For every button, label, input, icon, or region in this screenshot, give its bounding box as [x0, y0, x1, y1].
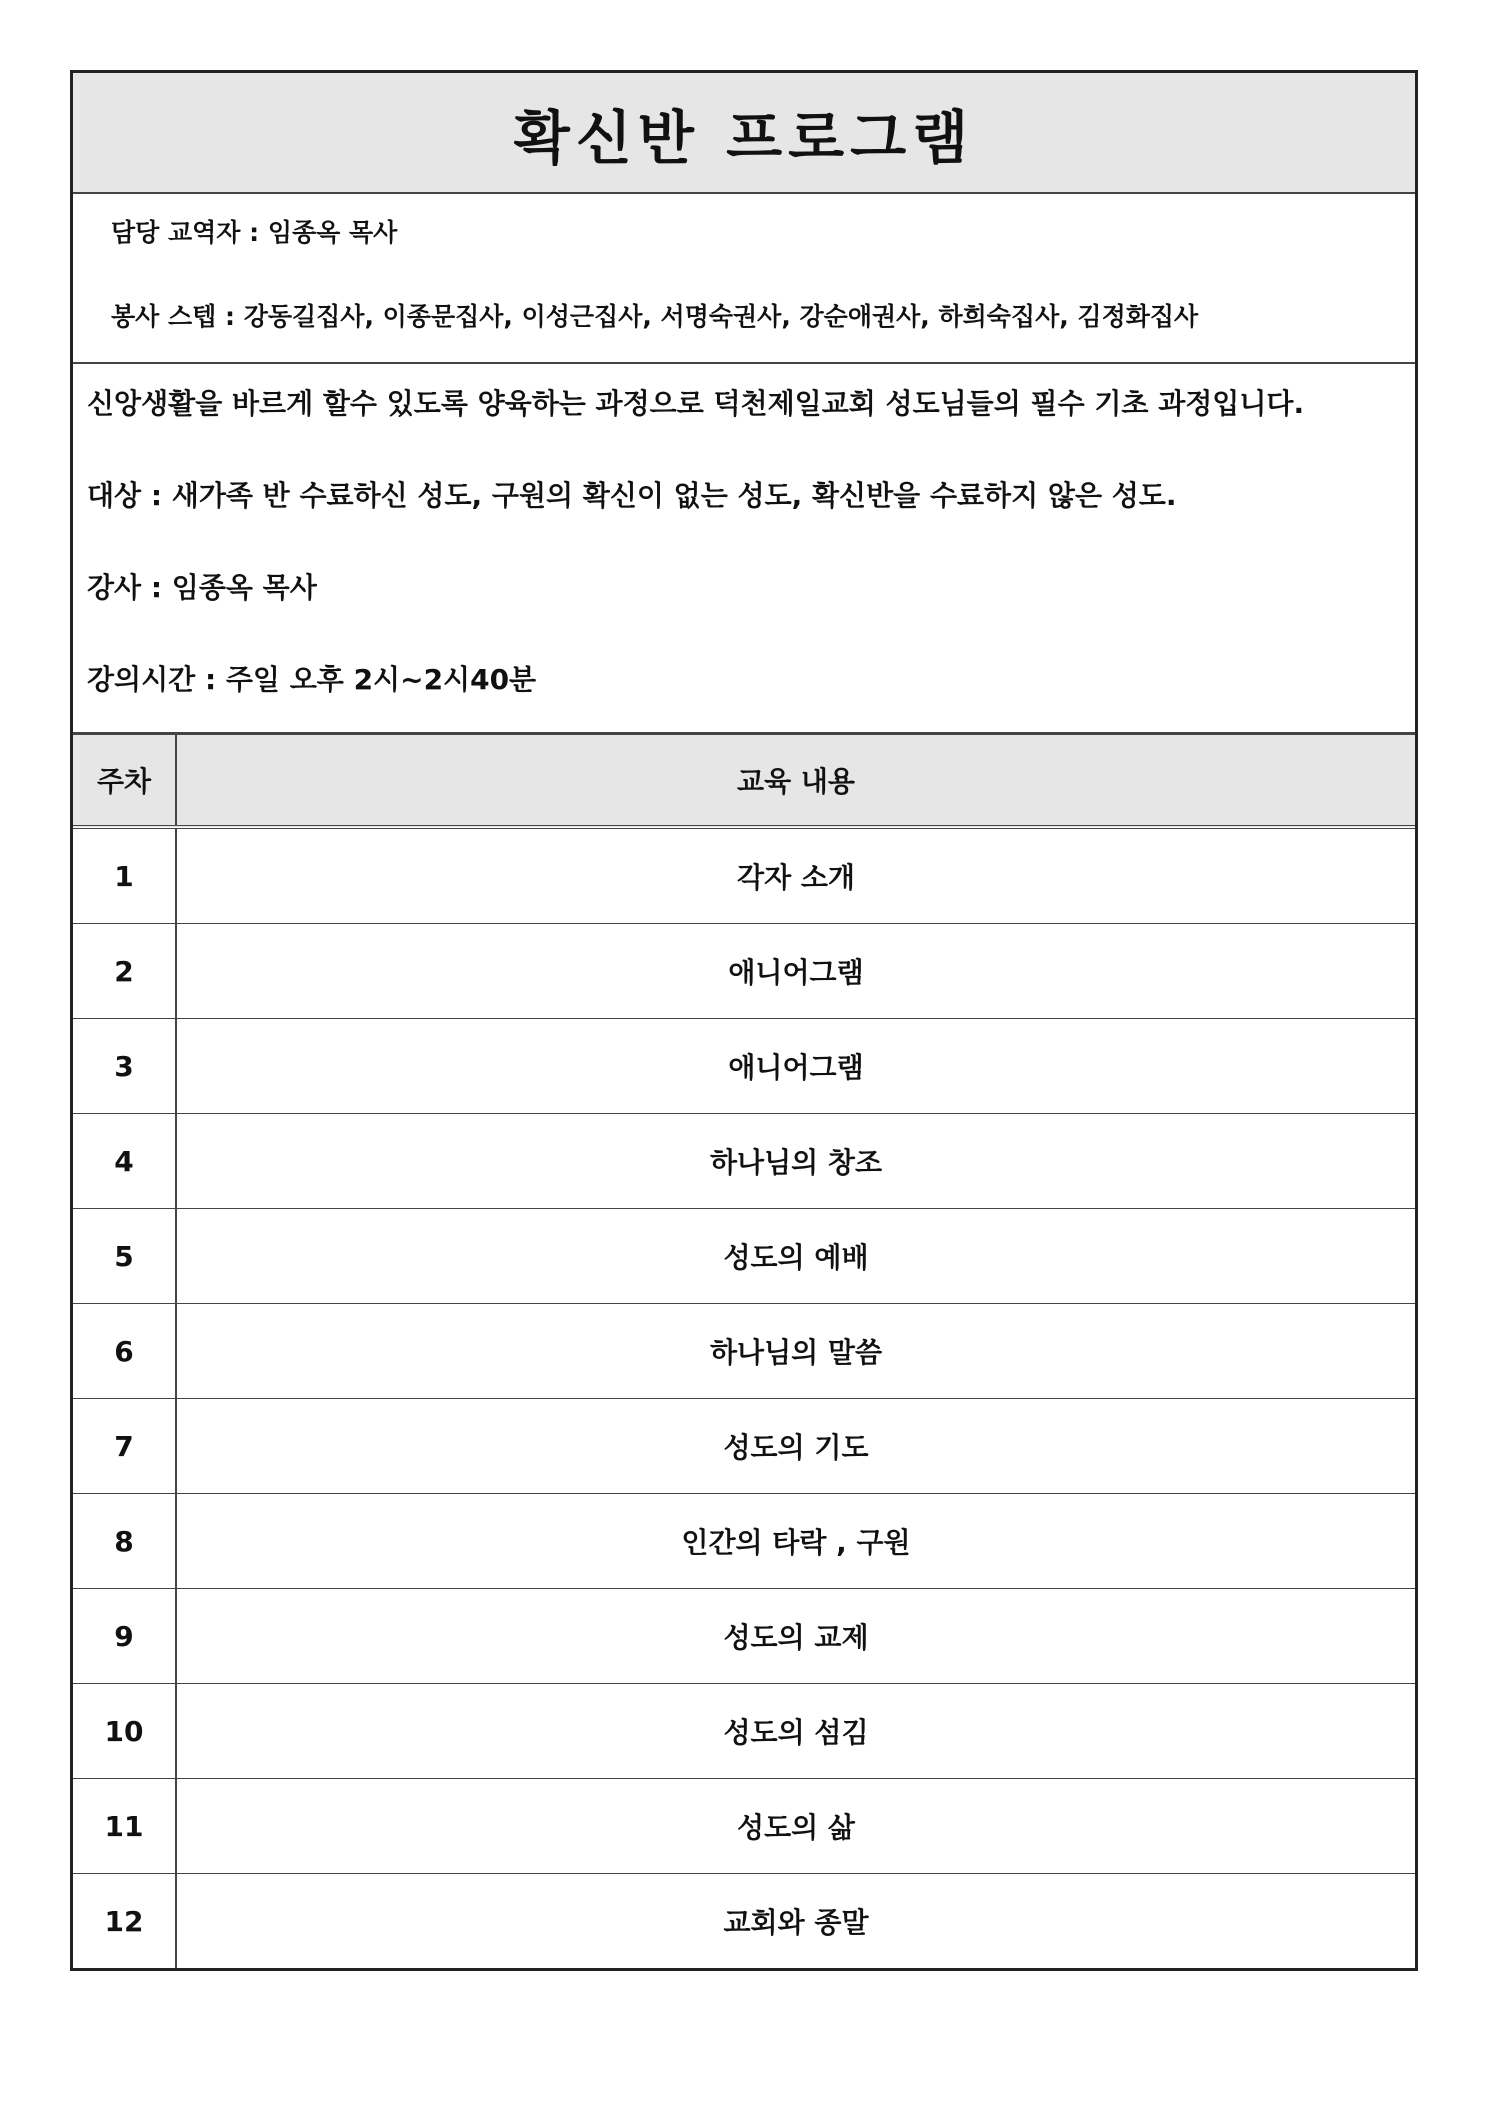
week-cell: 10 — [73, 1684, 176, 1779]
week-cell: 1 — [73, 827, 176, 924]
table-row — [73, 1114, 1415, 1209]
table-row — [73, 1684, 1415, 1779]
table-row — [73, 1209, 1415, 1304]
table-row — [73, 827, 1415, 924]
week-cell: 12 — [73, 1874, 176, 1969]
content-cell: 성도의 교제 — [176, 1589, 1415, 1684]
week-cell: 4 — [73, 1114, 176, 1209]
program-document — [70, 70, 1418, 1971]
week-cell: 9 — [73, 1589, 176, 1684]
pastor-line: 담당 교역자 : 임종옥 목사 — [111, 218, 398, 247]
table-row — [73, 1494, 1415, 1589]
week-cell: 3 — [73, 1019, 176, 1114]
week-cell: 6 — [73, 1304, 176, 1399]
content-cell: 성도의 섬김 — [176, 1684, 1415, 1779]
content-cell: 하나님의 창조 — [176, 1114, 1415, 1209]
content-cell: 성도의 삶 — [176, 1779, 1415, 1874]
week-cell: 7 — [73, 1399, 176, 1494]
content-cell: 교회와 종말 — [176, 1874, 1415, 1969]
staff-section — [73, 194, 1415, 364]
title-row — [73, 73, 1415, 194]
content-cell: 각자 소개 — [176, 827, 1415, 924]
page-title: 확신반 프로그램 — [513, 103, 975, 172]
table-header-row — [73, 735, 1415, 828]
table-row — [73, 1874, 1415, 1969]
table-row — [73, 1399, 1415, 1494]
target-line: 대상 : 새가족 반 수료하신 성도, 구원의 확신이 없는 성도, 확신반을 수료하지 않은 성도. — [87, 479, 1177, 512]
table-row — [73, 1589, 1415, 1684]
time-line: 강의시간 : 주일 오후 2시~2시40분 — [87, 663, 537, 696]
week-cell: 11 — [73, 1779, 176, 1874]
table-row — [73, 1779, 1415, 1874]
curriculum-table — [73, 734, 1415, 1968]
table-row — [73, 924, 1415, 1019]
description-line: 신앙생활을 바르게 할수 있도록 양육하는 과정으로 덕천제일교회 성도님들의 필수 기초 과정입니다. — [87, 387, 1305, 420]
week-header: 주차 — [73, 735, 176, 828]
week-cell: 2 — [73, 924, 176, 1019]
content-cell: 성도의 예배 — [176, 1209, 1415, 1304]
servers-line: 봉사 스텝 : 강동길집사, 이종문집사, 이성근집사, 서명숙권사, 강순애권사, 하희숙집사, 김정화집사 — [111, 302, 1199, 331]
week-cell: 5 — [73, 1209, 176, 1304]
content-cell: 성도의 기도 — [176, 1399, 1415, 1494]
info-section — [73, 364, 1415, 734]
content-cell: 애니어그램 — [176, 924, 1415, 1019]
content-cell: 인간의 타락 , 구원 — [176, 1494, 1415, 1589]
table-row — [73, 1019, 1415, 1114]
instructor-line: 강사 : 임종옥 목사 — [87, 571, 317, 604]
content-header: 교육 내용 — [176, 735, 1415, 828]
content-cell: 하나님의 말씀 — [176, 1304, 1415, 1399]
content-cell: 애니어그램 — [176, 1019, 1415, 1114]
table-row — [73, 1304, 1415, 1399]
week-cell: 8 — [73, 1494, 176, 1589]
